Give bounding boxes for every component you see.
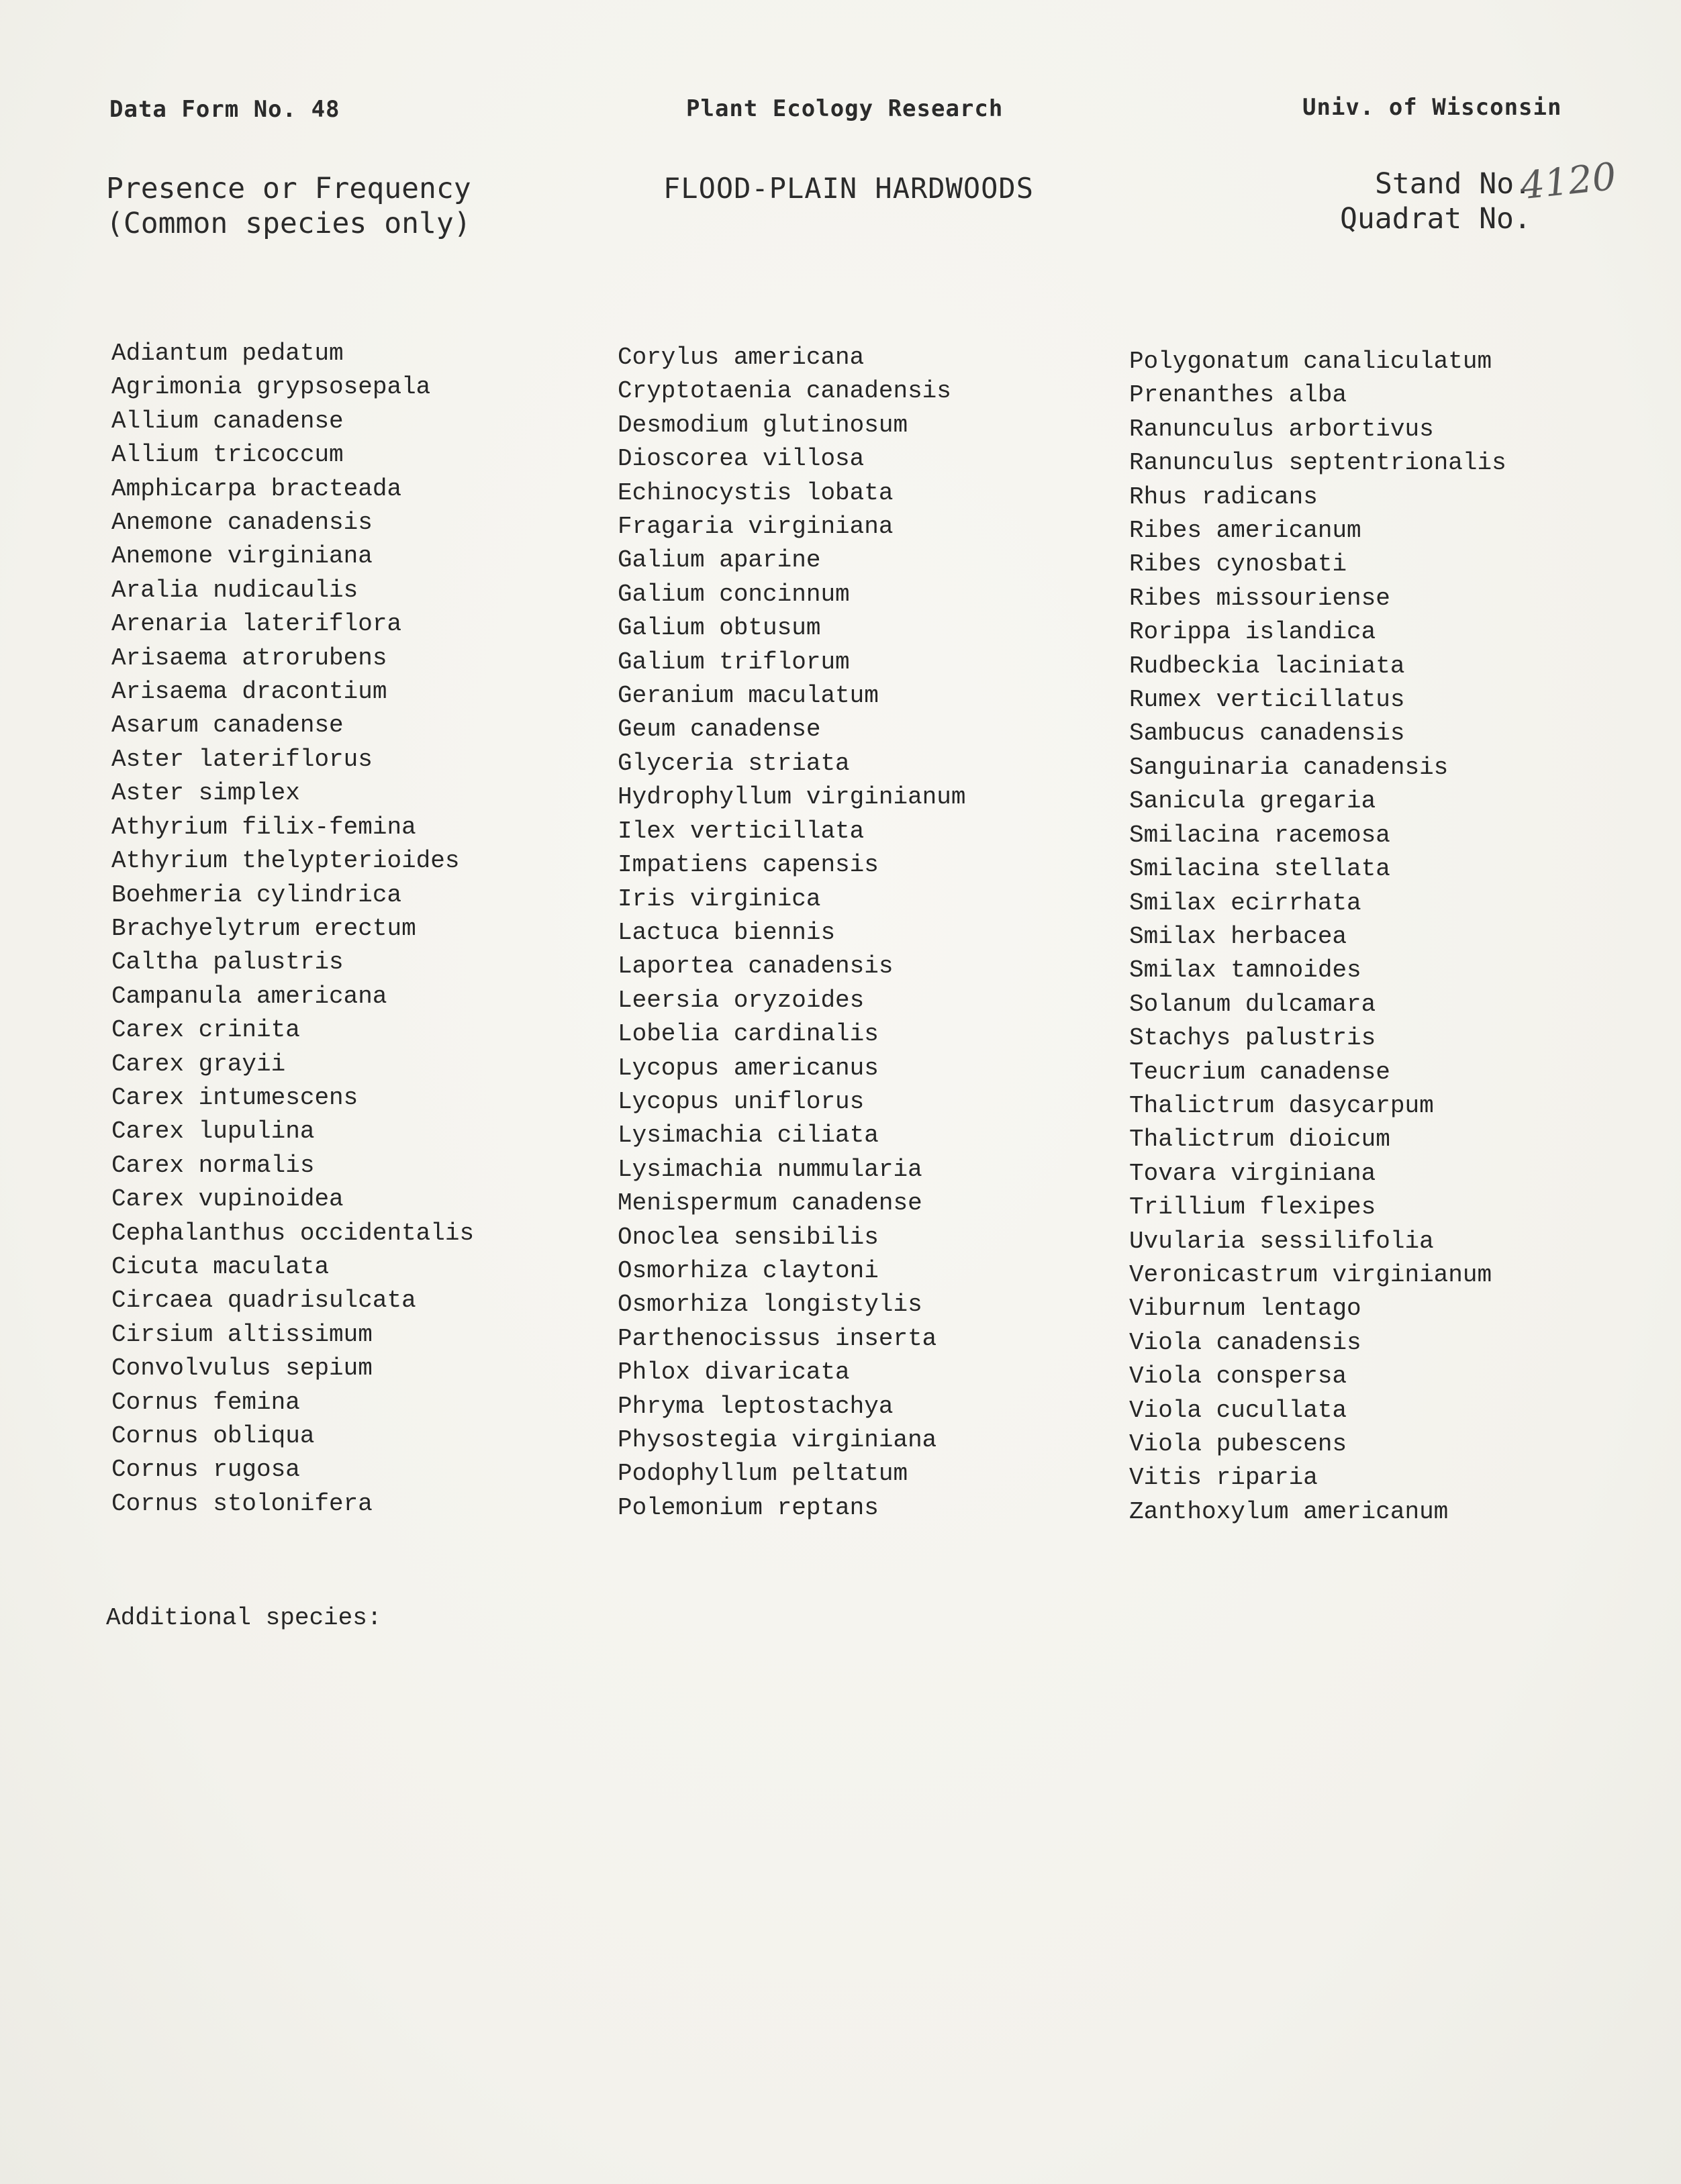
species-item: Lysimachia nummularia <box>618 1155 922 1183</box>
form-number: Data Form No. 48 <box>109 96 340 123</box>
species-item: Adiantum pedatum <box>111 340 344 367</box>
quadrat-label: Quadrat No. <box>1340 202 1531 236</box>
species-item: Aster lateriflorus <box>111 745 373 773</box>
species-item: Caltha palustris <box>111 948 344 977</box>
species-item: Rorippa islandica <box>1129 618 1376 646</box>
species-item: Hydrophyllum virginianum <box>618 783 966 811</box>
species-item: Ribes americanum <box>1129 517 1361 545</box>
species-item: Arenaria lateriflora <box>111 610 402 638</box>
species-item: Stachys palustris <box>1129 1024 1376 1052</box>
species-item: Aralia nudicaulis <box>111 576 358 604</box>
species-item: Carex lupulina <box>111 1118 315 1146</box>
species-item: Trillium flexipes <box>1129 1193 1376 1222</box>
species-item: Galium obtusum <box>618 614 821 642</box>
species-item: Viburnum lentago <box>1129 1295 1361 1323</box>
species-item: Carex vupinoidea <box>111 1185 344 1213</box>
species-item: Teucrium canadense <box>1129 1058 1390 1086</box>
species-item: Dioscorea villosa <box>618 445 865 473</box>
species-item: Echinocystis lobata <box>618 479 894 507</box>
species-item: Geranium maculatum <box>618 682 879 710</box>
species-item: Zanthoxylum americanum <box>1129 1497 1449 1526</box>
species-item: Ribes cynosbati <box>1129 550 1347 579</box>
species-item: Cornus rugosa <box>111 1456 300 1484</box>
species-item: Athyrium filix-femina <box>111 813 416 841</box>
species-item: Uvularia sessilifolia <box>1129 1227 1434 1255</box>
species-item: Allium canadense <box>111 407 344 435</box>
species-item: Sanicula gregaria <box>1129 787 1376 815</box>
species-column-2 <box>618 341 965 1525</box>
institution-name: Univ. of Wisconsin <box>1302 94 1562 121</box>
species-item: Anemone virginiana <box>111 542 373 570</box>
species-item: Cirsium altissimum <box>111 1320 373 1348</box>
mode-line-2: (Common species only) <box>106 207 471 240</box>
species-item: Sanguinaria canadensis <box>1129 753 1449 781</box>
species-item: Rumex verticillatus <box>1129 686 1405 714</box>
species-item: Glyceria striata <box>618 749 850 777</box>
species-item: Anemone canadensis <box>111 509 373 537</box>
species-item: Smilacina racemosa <box>1129 821 1390 849</box>
species-item: Veronicastrum virginianum <box>1129 1260 1492 1289</box>
program-name: Plant Ecology Research <box>686 95 1004 122</box>
species-item: Cornus obliqua <box>111 1422 315 1450</box>
species-item: Laportea canadensis <box>618 952 894 981</box>
species-item: Campanula americana <box>111 982 387 1010</box>
species-item: Viola conspersa <box>1129 1362 1347 1391</box>
stand-number-handwritten: 4120 <box>1518 154 1619 209</box>
species-item: Geum canadense <box>618 715 821 744</box>
species-item: Lycopus americanus <box>618 1054 879 1082</box>
species-item: Ranunculus septentrionalis <box>1129 449 1506 477</box>
species-item: Brachyelytrum erectum <box>111 914 416 942</box>
species-column-1 <box>111 337 474 1521</box>
species-item: Lysimachia ciliata <box>618 1122 879 1150</box>
species-item: Cornus stolonifera <box>111 1489 373 1518</box>
species-item: Onoclea sensibilis <box>618 1223 879 1251</box>
species-item: Lobelia cardinalis <box>618 1020 879 1048</box>
species-item: Galium concinnum <box>618 580 850 608</box>
species-item: Ranunculus arbortivus <box>1129 415 1434 443</box>
species-item: Corylus americana <box>618 344 865 371</box>
species-item: Allium tricoccum <box>111 441 344 469</box>
species-item: Menispermum canadense <box>618 1189 922 1218</box>
species-item: Carex intumescens <box>111 1083 358 1111</box>
species-item: Osmorhiza longistylis <box>618 1291 922 1319</box>
species-item: Solanum dulcamara <box>1129 990 1376 1018</box>
species-item: Viola canadensis <box>1129 1328 1361 1356</box>
mode-line-1: Presence or Frequency <box>106 172 471 205</box>
species-item: Leersia oryzoides <box>618 986 865 1014</box>
species-item: Physostegia virginiana <box>618 1426 937 1454</box>
species-item: Carex grayii <box>111 1050 286 1078</box>
species-item: Cephalanthus occidentalis <box>111 1219 475 1247</box>
species-item: Galium aparine <box>618 546 821 575</box>
stand-label: Stand No. <box>1375 167 1531 201</box>
species-item: Boehmeria cylindrica <box>111 881 402 909</box>
species-item: Smilax tamnoides <box>1129 956 1361 985</box>
species-item: Prenanthes alba <box>1129 381 1347 409</box>
species-item: Ilex verticillata <box>618 817 865 845</box>
species-item: Viola pubescens <box>1129 1430 1347 1458</box>
species-item: Sambucus canadensis <box>1129 719 1405 748</box>
species-item: Polygonatum canaliculatum <box>1129 348 1492 375</box>
species-item: Lycopus uniflorus <box>618 1087 865 1115</box>
species-item: Amphicarpa bracteada <box>111 475 402 503</box>
species-item: Arisaema dracontium <box>111 678 387 706</box>
species-item: Agrimonia grypsosepala <box>111 373 431 401</box>
species-item: Polemonium reptans <box>618 1493 879 1522</box>
species-item: Desmodium glutinosum <box>618 411 908 439</box>
species-item: Phryma leptostachya <box>618 1392 894 1420</box>
additional-species-label: Additional species: <box>106 1604 382 1632</box>
species-item: Thalictrum dioicum <box>1129 1126 1390 1154</box>
species-item: Convolvulus sepium <box>111 1354 373 1383</box>
species-item: Aster simplex <box>111 779 300 807</box>
species-item: Athyrium thelypterioides <box>111 847 460 875</box>
species-item: Smilacina stellata <box>1129 855 1390 883</box>
species-item: Smilax herbacea <box>1129 922 1347 950</box>
species-item: Rhus radicans <box>1129 483 1318 511</box>
species-item: Circaea quadrisulcata <box>111 1287 416 1315</box>
species-item: Galium triflorum <box>618 648 850 676</box>
species-column-3 <box>1129 345 1506 1529</box>
species-item: Osmorhiza claytoni <box>618 1256 879 1285</box>
species-item: Parthenocissus inserta <box>618 1324 937 1352</box>
species-item: Phlox divaricata <box>618 1358 850 1387</box>
species-item: Vitis riparia <box>1129 1464 1318 1492</box>
species-item: Carex crinita <box>111 1016 300 1044</box>
species-item: Rudbeckia laciniata <box>1129 652 1405 680</box>
species-item: Ribes missouriense <box>1129 584 1390 612</box>
species-item: Viola cucullata <box>1129 1396 1347 1424</box>
species-item: Carex normalis <box>111 1151 315 1179</box>
species-item: Tovara virginiana <box>1129 1159 1376 1187</box>
species-item: Asarum canadense <box>111 711 344 740</box>
species-item: Podophyllum peltatum <box>618 1460 908 1488</box>
species-item: Smilax ecirrhata <box>1129 889 1361 917</box>
species-item: Thalictrum dasycarpum <box>1129 1091 1434 1120</box>
species-item: Impatiens capensis <box>618 851 879 879</box>
community-title: FLOOD-PLAIN HARDWOODS <box>663 172 1035 205</box>
species-item: Cicuta maculata <box>111 1252 330 1281</box>
species-item: Cryptotaenia canadensis <box>618 377 951 405</box>
species-item: Cornus femina <box>111 1388 300 1416</box>
species-item: Fragaria virginiana <box>618 513 894 541</box>
species-item: Arisaema atrorubens <box>111 644 387 672</box>
species-item: Iris virginica <box>618 885 821 913</box>
species-item: Lactuca biennis <box>618 918 836 946</box>
